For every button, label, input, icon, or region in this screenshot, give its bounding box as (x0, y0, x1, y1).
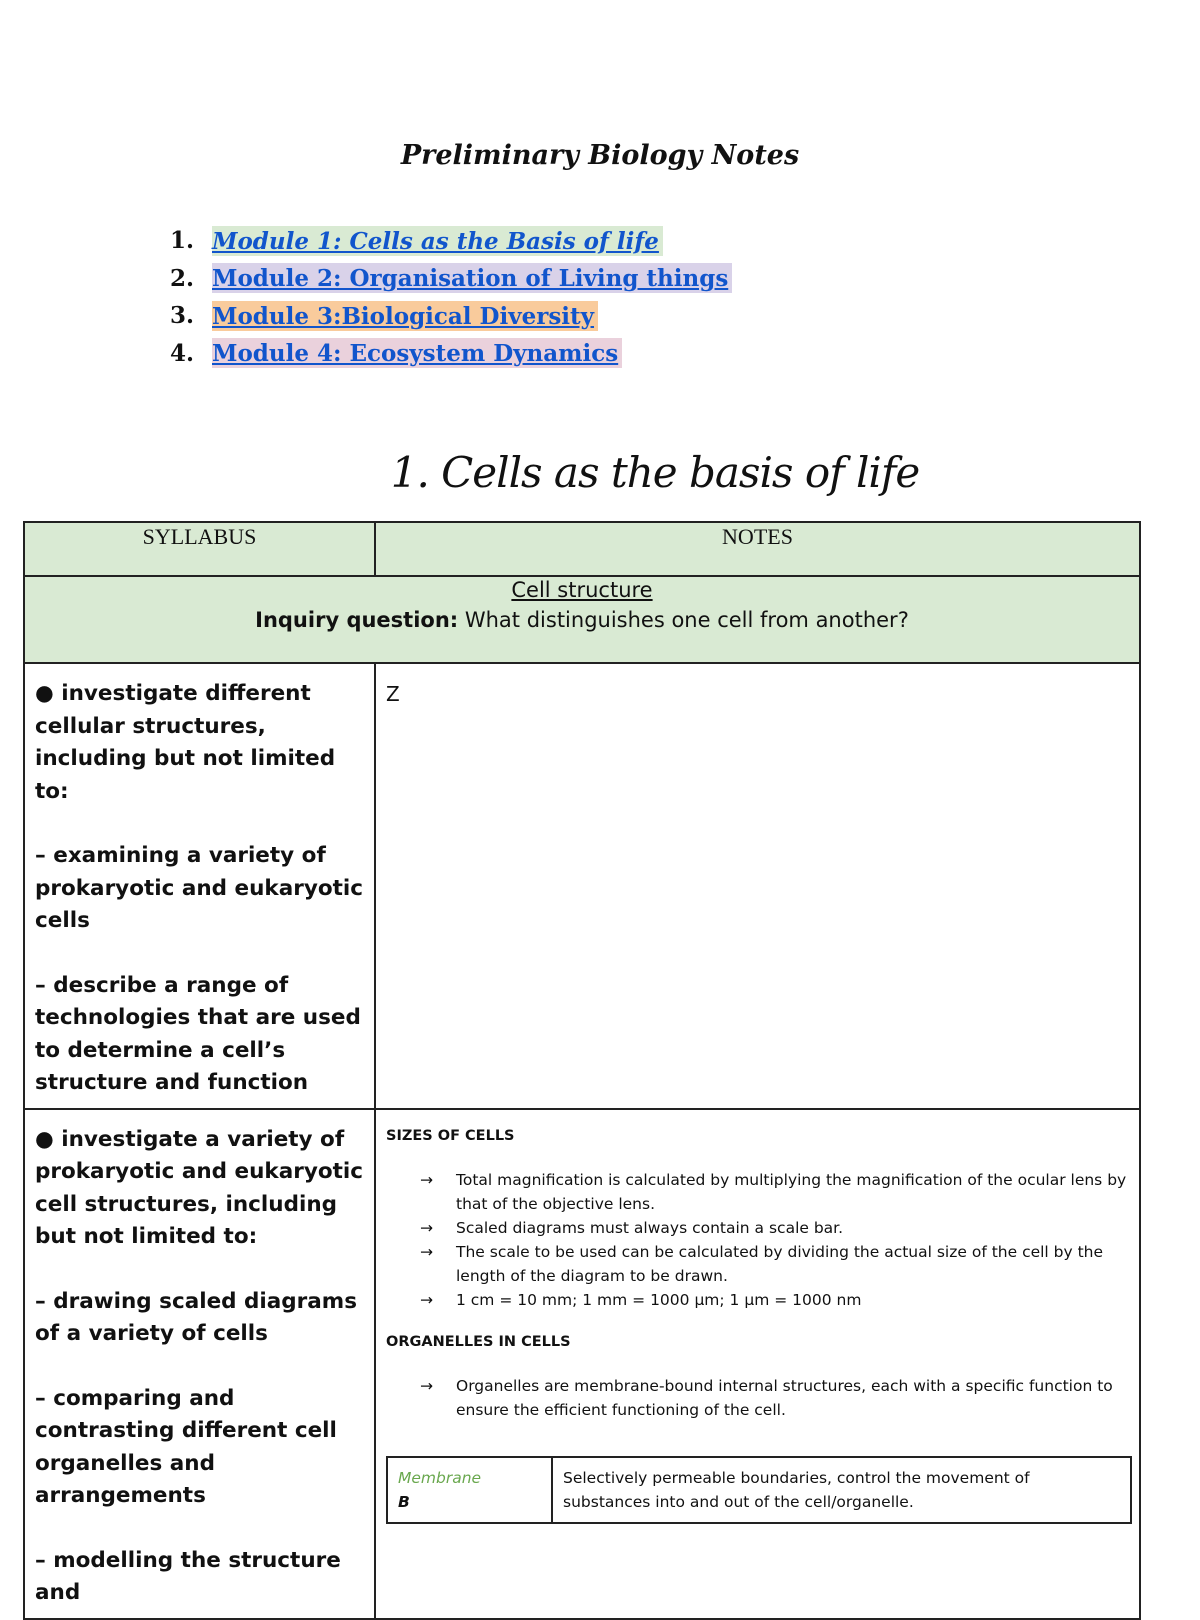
syllabus-column-header: SYLLABUS (24, 522, 375, 576)
list-item: → Total magnification is calculated by multiplying the magnification of the ocular lens by that of the objective lens. (420, 1168, 1129, 1216)
topic-title: Cell structure (511, 578, 653, 602)
notes-list (386, 1168, 1129, 1312)
toc-link-module-1[interactable]: Module 1: Cells as the Basis of life (212, 226, 663, 256)
topic-header (24, 576, 1140, 663)
arrow-icon: → (420, 1376, 433, 1395)
list-item: → The scale to be used can be calculated by dividing the actual size of the cell by the length of the diagram to be drawn. (420, 1240, 1129, 1288)
toc-item: 1. Module 1: Cells as the Basis of life (170, 222, 732, 260)
notes-heading: SIZES OF CELLS (386, 1127, 515, 1144)
section-heading: 1. Cells as the basis of life (390, 448, 920, 497)
syllabus-cell: ● investigate a variety of prokaryotic and eukaryotic cell structures, including but not limited to: – drawing scaled diagrams of a variety of cells – comparing and contrasting different cell organelles and arrangements – modelling the structure and (24, 1109, 375, 1619)
toc-item: 4. Module 4: Ecosystem Dynamics (170, 335, 732, 373)
toc-link-module-2[interactable]: Module 2: Organisation of Living things (212, 263, 732, 293)
arrow-icon: → (420, 1218, 433, 1237)
list-item: → Scaled diagrams must always contain a scale bar. (420, 1216, 1129, 1240)
document-title: Preliminary Biology Notes (400, 140, 800, 171)
organelle-letter: B (398, 1492, 410, 1511)
toc-link-module-4[interactable]: Module 4: Ecosystem Dynamics (212, 338, 622, 368)
syllabus-cell: ● investigate different cellular structures, including but not limited to: – examining a variety of prokaryotic and eukaryotic cells – describe a range of technologies that are used to determine a cell’s structure and function (24, 663, 375, 1109)
notes-column-header: NOTES (375, 522, 1140, 576)
notes-cell[interactable]: Z (375, 663, 1140, 1109)
list-item: → 1 cm = 10 mm; 1 mm = 1000 µm; 1 µm = 1000 nm (420, 1288, 1129, 1312)
arrow-icon: → (420, 1290, 433, 1309)
arrow-icon: → (420, 1242, 433, 1261)
inquiry-label: Inquiry question: (255, 608, 459, 632)
arrow-icon: → (420, 1170, 433, 1189)
notes-heading: ORGANELLES IN CELLS (386, 1333, 571, 1350)
organelle-description-cell: Selectively permeable boundaries, control the movement of substances into and out of the cell/organelle. (552, 1457, 1131, 1523)
table-of-contents (170, 222, 732, 372)
inquiry-question: What distinguishes one cell from another? (458, 608, 909, 632)
organelle-table (386, 1456, 1132, 1524)
toc-item: 3. Module 3:Biological Diversity (170, 297, 732, 335)
syllabus-table (23, 521, 1141, 1620)
table-row (387, 1457, 1131, 1523)
notes-list (386, 1374, 1129, 1422)
toc-link-module-3[interactable]: Module 3:Biological Diversity (212, 301, 598, 331)
list-item: → Organelles are membrane-bound internal structures, each with a specific function to ensure the efficient functioning of the cell. (420, 1374, 1129, 1422)
toc-item: 2. Module 2: Organisation of Living things (170, 260, 732, 298)
organelle-name-cell: Membrane B (387, 1457, 552, 1523)
notes-cell[interactable] (375, 1109, 1140, 1619)
